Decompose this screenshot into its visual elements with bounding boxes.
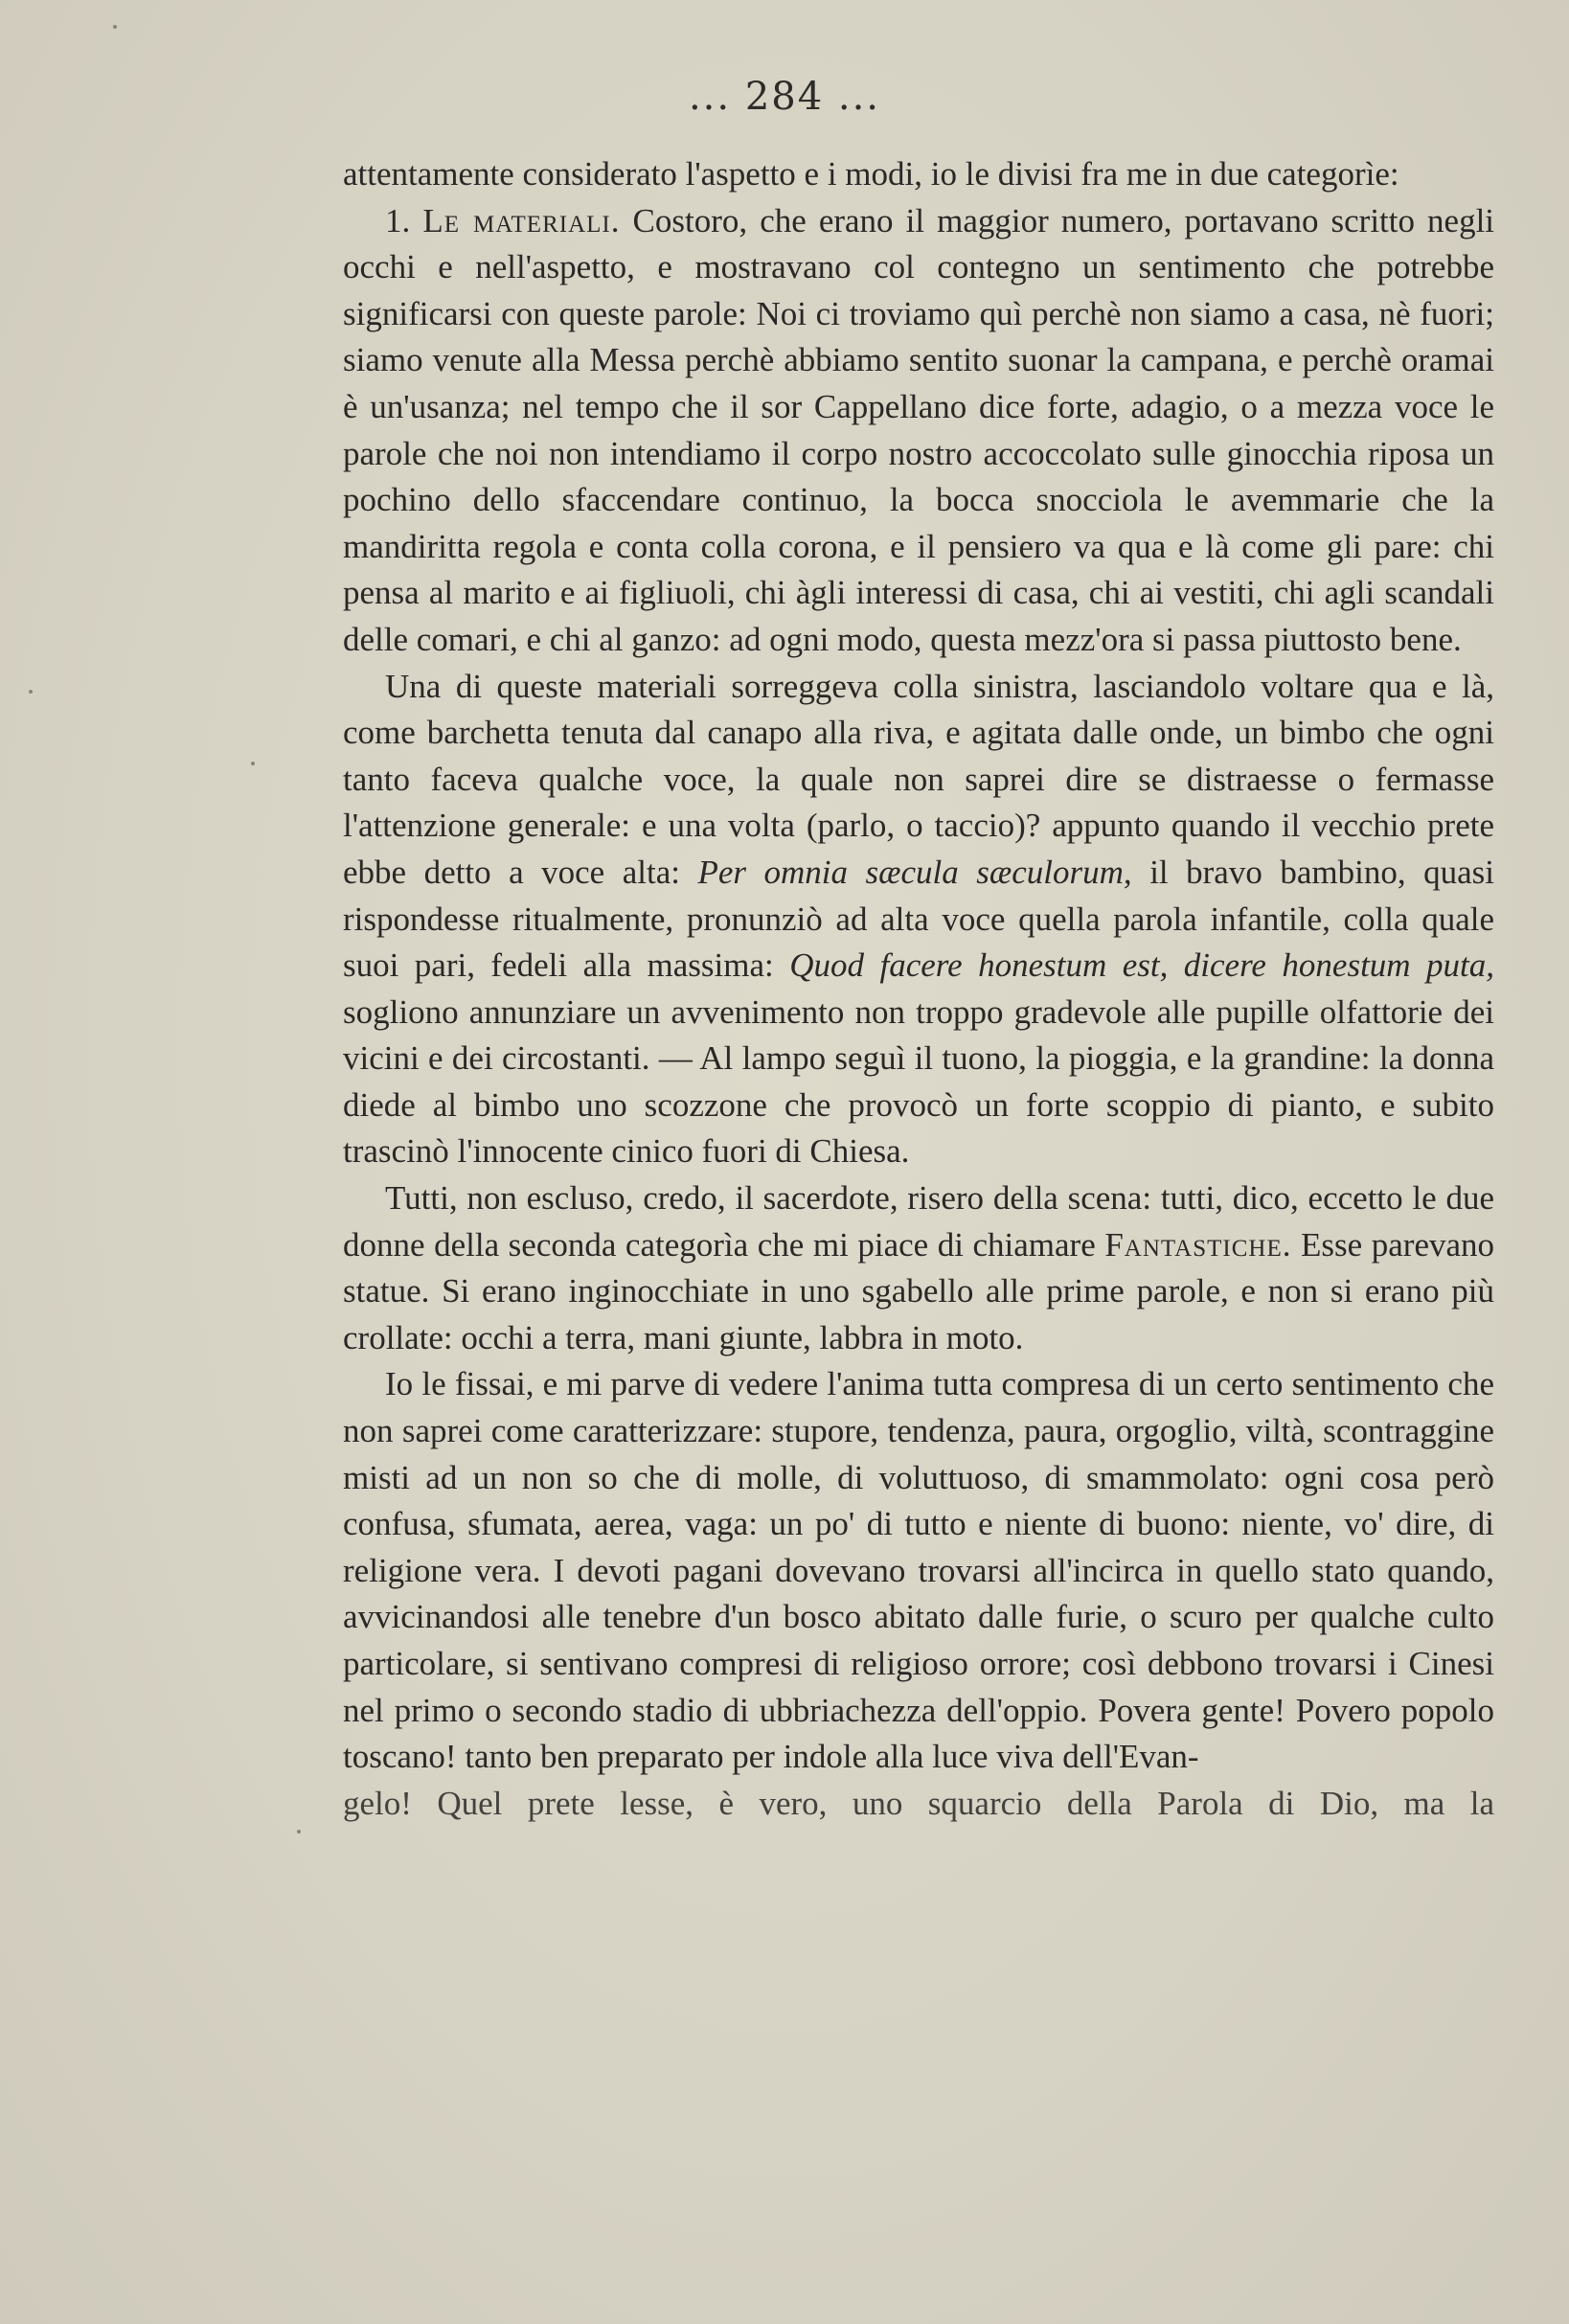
latin-quote: Quod facere honestum est, dicere honestum puta, (789, 946, 1495, 985)
paragraph-opening: attentamente considerato l'aspetto e i modi, io le divisi fra me in due categorìe: (343, 155, 1399, 193)
list-number: 1. (385, 201, 411, 239)
paper-speck (297, 1830, 301, 1834)
section-heading-fantastiche: Fantastiche. (1104, 1225, 1292, 1264)
body-text (343, 151, 1494, 1827)
paragraph-text: Esse parevano statue. Si erano inginocchiate in uno sgabello alle prime parole, e non si erano più crollate: occhi a terra, mani giunte, labbra in moto. (343, 1225, 1495, 1356)
paragraph-bimbo (343, 664, 1494, 1176)
paper-speck (251, 762, 255, 765)
paper-speck (29, 690, 33, 694)
paragraph-text: Io le fissai, e mi parve di vedere l'anima tutta compresa di un certo sentimento che non saprei come caratterizzare: stupore, tendenza, paura, orgoglio, viltà, scontraggine misti ad un non so che di molle, di voluttuoso, di smammolato: ogni cosa però confusa, sfumata, aerea, vaga: un po' di tutto e niente di buono: niente, vo' dire, di religione vera. I devoti pagani dovevano trovarsi all'incirca in quello stato quando, avvicinandosi alle tenebre d'un bosco abitato dalle furie, o scuro per qualche culto particolare, si sentivano compresi di religioso orrore; così debbono trovarsi i Cinesi nel primo o secondo stadio di ubbriachezza dell'oppio. Povera gente! Povero popolo toscano! tanto ben preparato per indole alla luce viva dell'Evan- (343, 1365, 1494, 1776)
paragraph-text: Una di queste materiali sorreggeva colla sinistra, lasciandolo voltare qua e là, come barchetta tenuta dal canapo alla riva, e agitata dalle onde, un bimbo che ogni tanto faceva qualche voce, la quale non saprei dire se distraesse o fermasse l'attenzione generale: e una volta (parlo, o taccio)? appunto quando il vecchio prete ebbe detto a voce alta: (343, 667, 1494, 891)
latin-quote: Per omnia sæcula sæculorum, (697, 853, 1132, 891)
page-number: ... 284 ... (688, 75, 881, 119)
section-heading-materiali: Le materiali. (422, 201, 621, 239)
paragraph-fissai (343, 1361, 1494, 1780)
paragraph-fantastiche (343, 1175, 1494, 1361)
cut-off-last-line: gelo! Quel prete lesse, è vero, uno squarcio della Parola di Dio, ma la (343, 1784, 1494, 1822)
paragraph-text: Costoro, che erano il maggior numero, portavano scritto negli occhi e nell'aspetto, e mostravano col contegno un sentimento che potrebbe significarsi con queste parole: Noi ci troviamo quì perchè non siamo a casa, nè fuori; siamo venute alla Messa perchè abbiamo sentito suonar la campana, e perchè oramai è un'usanza; nel tempo che il sor Cappellano dice forte, adagio, o a mezza voce le parole che noi non intendiamo il corpo nostro accoccolato sulle ginocchia riposa un pochino dello sfaccendare continuo, la bocca snocciola le avemmarie che la mandiritta regola e conta colla corona, e il pensiero va qua e là come gli pare: chi pensa al marito e ai figliuoli, chi àgli interessi di casa, chi ai vestiti, chi agli scandali delle comari, e chi al ganzo: ad ogni modo, questa mezz'ora si passa piuttosto bene. (343, 201, 1495, 658)
paragraph-text: sogliono annunziare un avvenimento non troppo gradevole alle pupille olfattorie dei vicini e dei circostanti. — Al lampo seguì il tuono, la pioggia, e la grandine: la donna diede al bimbo uno scozzone che provocò un forte scoppio di pianto, e subito trascinò l'innocente cinico fuori di Chiesa. (343, 992, 1494, 1171)
paragraph-text: Tutti, non escluso, credo, il sacerdote, risero della scena: tutti, dico, eccetto le due donne della seconda categorìa che mi piace di chiamare (343, 1179, 1494, 1264)
paper-speck (113, 25, 117, 29)
paragraph-materiali (343, 198, 1494, 664)
paragraph-text: il bravo bambino, quasi rispondesse ritualmente, pronunziò ad alta voce quella parola infantile, colla quale suoi pari, fedeli alla massima: (343, 853, 1494, 985)
